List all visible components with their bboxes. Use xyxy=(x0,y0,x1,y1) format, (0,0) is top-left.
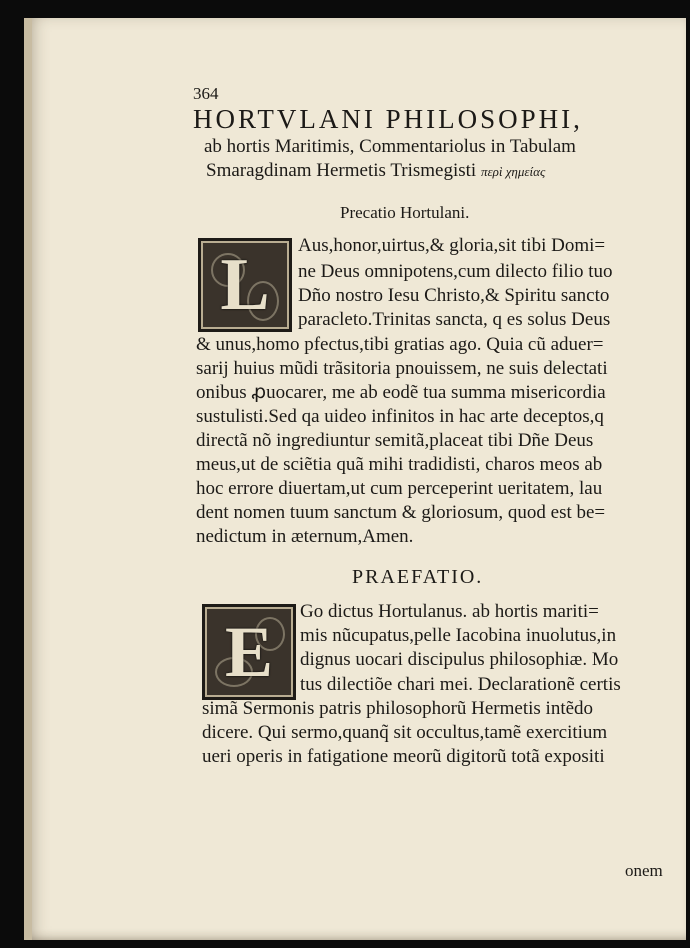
decorated-initial-e xyxy=(202,604,296,700)
precatio-line: ne Deus omnipotens,cum dilecto filio tuo xyxy=(298,261,613,282)
precatio-line: dent nomen tuum sanctum & gloriosum, quod est be= xyxy=(196,502,606,523)
precatio-line: directã nõ ingrediuntur semitã,placeat tibi Dñe Deus xyxy=(196,430,594,451)
page-title: HORTVLANI PHILOSOPHI, xyxy=(193,104,583,134)
precatio-line: Dño nostro Iesu Christo,& Spiritu sancto xyxy=(298,285,610,306)
praefatio-line: dicere. Qui sermo,quanq̃ sit occultus,tamẽ exercitium xyxy=(202,722,608,743)
subtitle-line-1: ab hortis Maritimis, Commentariolus in Tabulam xyxy=(204,136,576,157)
praefatio-line: ueri operis in fatigatione meorũ digitorũ totã expositi xyxy=(202,746,605,767)
praefatio-line: dignus uocari discipulus philosophiæ. Mo xyxy=(300,649,619,670)
precatio-line: Aus,honor,uirtus,& gloria,sit tibi Domi= xyxy=(298,235,606,256)
precatio-line: hoc errore diuertam,ut cum perceperint ueritatem, lau xyxy=(196,478,603,499)
catchword: onem xyxy=(625,861,663,880)
praefatio-line: simã Sermonis patris philosophorũ Hermetis intẽdo xyxy=(202,698,594,719)
precatio-heading: Precatio Hortulani. xyxy=(340,203,470,222)
precatio-line: nedictum in æternum,Amen. xyxy=(196,526,414,547)
initial-letter-l: L xyxy=(220,243,270,326)
subtitle-line-2 xyxy=(206,160,545,182)
precatio-line: paracleto.Trinitas sancta, q es solus Deus xyxy=(298,309,611,330)
precatio-line: onibus ꝓuocarer, me ab eodẽ tua summa misericordia xyxy=(196,382,606,403)
precatio-line: sustulisti.Sed qa uideo infinitos in hac arte deceptos,q xyxy=(196,406,604,427)
page-edge xyxy=(24,18,32,940)
praefatio-line: mis nũcupatus,pelle Iacobina inuolutus,in xyxy=(300,625,617,646)
praefatio-line: Go dictus Hortulanus. ab hortis mariti= xyxy=(300,601,599,622)
subtitle-greek: περὶ χημείας xyxy=(480,164,546,179)
page-number: 364 xyxy=(193,84,219,103)
precatio-line: & unus,homo pfectus,tibi gratias ago. Quia cũ aduer= xyxy=(196,334,604,355)
precatio-line: sarij huius mũdi trãsitoria pnouissem, ne suis delectati xyxy=(196,358,608,379)
decorated-initial-l xyxy=(198,238,292,332)
precatio-line: meus,ut de sciẽtia quã mihi tradidisti, charos meos ab xyxy=(196,454,603,475)
praefatio-heading: PRAEFATIO. xyxy=(352,566,484,588)
initial-letter-e: E xyxy=(224,611,274,692)
subtitle-line-2-text: Smaragdinam Hermetis Trismegisti xyxy=(206,160,477,181)
praefatio-line: tus dilectiõe chari mei. Declarationẽ certis xyxy=(300,674,621,695)
